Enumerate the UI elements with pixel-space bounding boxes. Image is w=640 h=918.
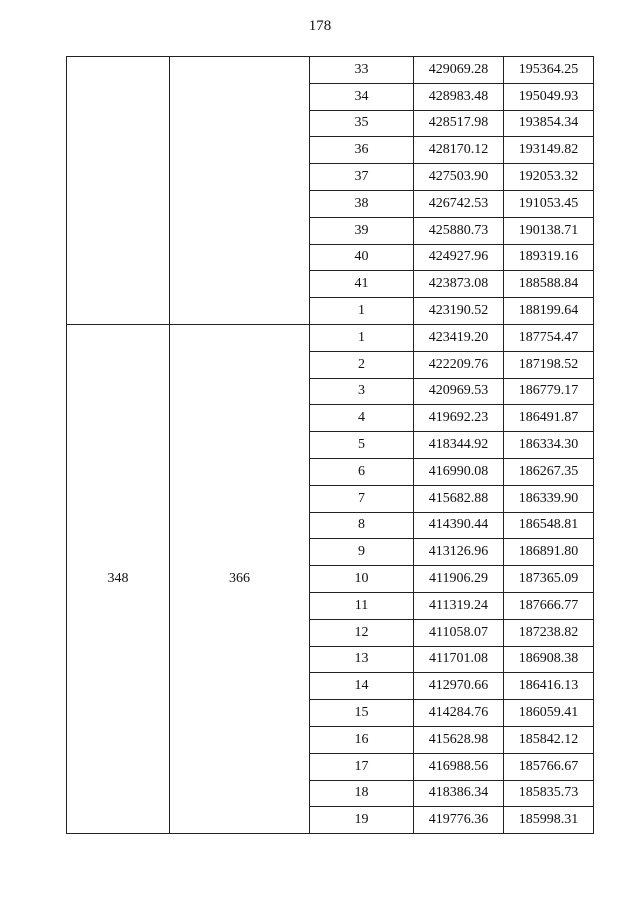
- y-coordinate-cell: 187365.09: [504, 566, 594, 593]
- x-coordinate-cell: 413126.96: [414, 539, 504, 566]
- x-coordinate-cell: 422209.76: [414, 351, 504, 378]
- page-number: 178: [308, 18, 332, 34]
- y-coordinate-cell: 193149.82: [504, 137, 594, 164]
- y-coordinate-cell: 195364.25: [504, 57, 594, 84]
- x-coordinate-cell: 423190.52: [414, 298, 504, 325]
- x-coordinate-cell: 423873.08: [414, 271, 504, 298]
- y-coordinate-cell: 187198.52: [504, 351, 594, 378]
- x-coordinate-cell: 411058.07: [414, 619, 504, 646]
- coordinates-table: [66, 56, 594, 834]
- y-coordinate-cell: 186267.35: [504, 458, 594, 485]
- x-coordinate-cell: 419776.36: [414, 807, 504, 834]
- y-coordinate-cell: 186339.90: [504, 485, 594, 512]
- y-coordinate-cell: 188199.64: [504, 298, 594, 325]
- x-coordinate-cell: 414284.76: [414, 700, 504, 727]
- point-number-cell: 18: [310, 780, 414, 807]
- x-coordinate-cell: 416988.56: [414, 753, 504, 780]
- point-number-cell: 11: [310, 592, 414, 619]
- point-number-cell: 41: [310, 271, 414, 298]
- y-coordinate-cell: 185842.12: [504, 726, 594, 753]
- point-number-cell: 16: [310, 726, 414, 753]
- y-coordinate-cell: 187666.77: [504, 592, 594, 619]
- y-coordinate-cell: 186891.80: [504, 539, 594, 566]
- point-number-cell: 12: [310, 619, 414, 646]
- x-coordinate-cell: 424927.96: [414, 244, 504, 271]
- x-coordinate-cell: 428170.12: [414, 137, 504, 164]
- point-number-cell: 15: [310, 700, 414, 727]
- x-coordinate-cell: 423419.20: [414, 324, 504, 351]
- y-coordinate-cell: 192053.32: [504, 164, 594, 191]
- y-coordinate-cell: 185998.31: [504, 807, 594, 834]
- y-coordinate-cell: 189319.16: [504, 244, 594, 271]
- point-number-cell: 19: [310, 807, 414, 834]
- table-row: [67, 324, 594, 351]
- point-number-cell: 38: [310, 190, 414, 217]
- point-number-cell: 36: [310, 137, 414, 164]
- y-coordinate-cell: 186334.30: [504, 432, 594, 459]
- x-coordinate-cell: 411701.08: [414, 646, 504, 673]
- y-coordinate-cell: 186779.17: [504, 378, 594, 405]
- point-number-cell: 40: [310, 244, 414, 271]
- point-number-cell: 5: [310, 432, 414, 459]
- y-coordinate-cell: 186416.13: [504, 673, 594, 700]
- x-coordinate-cell: 416990.08: [414, 458, 504, 485]
- point-number-cell: 2: [310, 351, 414, 378]
- x-coordinate-cell: 426742.53: [414, 190, 504, 217]
- point-number-cell: 35: [310, 110, 414, 137]
- y-coordinate-cell: 187238.82: [504, 619, 594, 646]
- x-coordinate-cell: 428517.98: [414, 110, 504, 137]
- point-number-cell: 14: [310, 673, 414, 700]
- point-number-cell: 34: [310, 83, 414, 110]
- point-number-cell: 7: [310, 485, 414, 512]
- group-id-cell: [67, 57, 170, 325]
- x-coordinate-cell: 411319.24: [414, 592, 504, 619]
- y-coordinate-cell: 186059.41: [504, 700, 594, 727]
- y-coordinate-cell: 195049.93: [504, 83, 594, 110]
- x-coordinate-cell: 414390.44: [414, 512, 504, 539]
- point-number-cell: 1: [310, 324, 414, 351]
- point-number-cell: 39: [310, 217, 414, 244]
- point-number-cell: 8: [310, 512, 414, 539]
- point-number-cell: 13: [310, 646, 414, 673]
- x-coordinate-cell: 415682.88: [414, 485, 504, 512]
- x-coordinate-cell: 425880.73: [414, 217, 504, 244]
- point-number-cell: 37: [310, 164, 414, 191]
- y-coordinate-cell: 190138.71: [504, 217, 594, 244]
- x-coordinate-cell: 427503.90: [414, 164, 504, 191]
- y-coordinate-cell: 193854.34: [504, 110, 594, 137]
- x-coordinate-cell: 428983.48: [414, 83, 504, 110]
- point-number-cell: 1: [310, 298, 414, 325]
- group-id-cell: 348: [67, 324, 170, 833]
- point-number-cell: 17: [310, 753, 414, 780]
- table-row: [67, 57, 594, 84]
- x-coordinate-cell: 412970.66: [414, 673, 504, 700]
- point-number-cell: 3: [310, 378, 414, 405]
- x-coordinate-cell: 419692.23: [414, 405, 504, 432]
- x-coordinate-cell: 418386.34: [414, 780, 504, 807]
- group-ref-cell: [170, 57, 310, 325]
- point-number-cell: 10: [310, 566, 414, 593]
- group-ref-cell: 366: [170, 324, 310, 833]
- point-number-cell: 4: [310, 405, 414, 432]
- x-coordinate-cell: 415628.98: [414, 726, 504, 753]
- point-number-cell: 9: [310, 539, 414, 566]
- y-coordinate-cell: 186491.87: [504, 405, 594, 432]
- y-coordinate-cell: 185835.73: [504, 780, 594, 807]
- y-coordinate-cell: 186548.81: [504, 512, 594, 539]
- x-coordinate-cell: 418344.92: [414, 432, 504, 459]
- y-coordinate-cell: 186908.38: [504, 646, 594, 673]
- point-number-cell: 6: [310, 458, 414, 485]
- y-coordinate-cell: 185766.67: [504, 753, 594, 780]
- y-coordinate-cell: 188588.84: [504, 271, 594, 298]
- x-coordinate-cell: 411906.29: [414, 566, 504, 593]
- x-coordinate-cell: 429069.28: [414, 57, 504, 84]
- point-number-cell: 33: [310, 57, 414, 84]
- x-coordinate-cell: 420969.53: [414, 378, 504, 405]
- y-coordinate-cell: 191053.45: [504, 190, 594, 217]
- y-coordinate-cell: 187754.47: [504, 324, 594, 351]
- table-body: [67, 57, 594, 834]
